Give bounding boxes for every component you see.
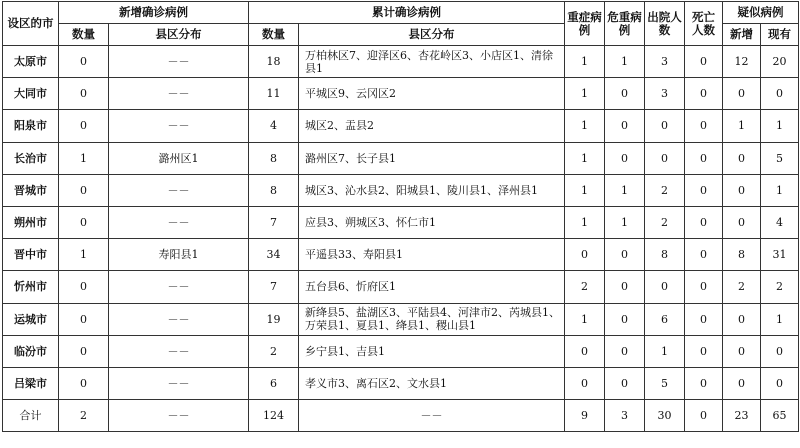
new-count-cell: 0	[59, 46, 109, 78]
table-row	[3, 271, 799, 303]
cum-dist-cell: 乡宁县1、吉县1	[299, 335, 565, 367]
suspected-new-cell: 0	[723, 142, 761, 174]
table-row	[3, 206, 799, 238]
table-row	[3, 142, 799, 174]
header-new-count: 数量	[59, 24, 109, 46]
table-row	[3, 239, 799, 271]
cum-dist-cell: 平遥县33、寿阳县1	[299, 239, 565, 271]
discharged-cell: 0	[645, 110, 685, 142]
cum-count-cell: 7	[249, 271, 299, 303]
severe-cell: 1	[565, 206, 605, 238]
severe-cell: 9	[565, 400, 605, 432]
cum-dist-cell: 城区2、盂县2	[299, 110, 565, 142]
table-row	[3, 335, 799, 367]
critical-cell: 1	[605, 206, 645, 238]
new-dist-cell: －－	[109, 335, 249, 367]
suspected-existing-cell: 65	[761, 400, 799, 432]
header-cum-count: 数量	[249, 24, 299, 46]
new-count-cell: 1	[59, 239, 109, 271]
cum-count-cell: 19	[249, 303, 299, 335]
critical-cell: 1	[605, 174, 645, 206]
discharged-cell: 30	[645, 400, 685, 432]
cum-dist-cell: 孝义市3、离石区2、文水县1	[299, 367, 565, 399]
cum-count-cell: 4	[249, 110, 299, 142]
new-dist-cell: －－	[109, 78, 249, 110]
critical-cell: 3	[605, 400, 645, 432]
death-cell: 0	[685, 271, 723, 303]
cum-count-cell: 6	[249, 367, 299, 399]
critical-cell: 0	[605, 367, 645, 399]
table-row	[3, 46, 799, 78]
death-cell: 0	[685, 239, 723, 271]
severe-cell: 0	[565, 335, 605, 367]
severe-cell: 2	[565, 271, 605, 303]
new-count-cell: 0	[59, 78, 109, 110]
new-count-cell: 0	[59, 110, 109, 142]
death-cell: 0	[685, 303, 723, 335]
severe-cell: 1	[565, 46, 605, 78]
death-cell: 0	[685, 400, 723, 432]
city-cell: 阳泉市	[3, 110, 59, 142]
new-dist-cell: －－	[109, 303, 249, 335]
discharged-cell: 0	[645, 142, 685, 174]
cum-count-cell: 34	[249, 239, 299, 271]
new-count-cell: 0	[59, 206, 109, 238]
suspected-existing-cell: 1	[761, 174, 799, 206]
header-severe: 重症病例	[565, 2, 605, 46]
header-discharged: 出院人数	[645, 2, 685, 46]
cum-dist-cell: 潞州区7、长子县1	[299, 142, 565, 174]
discharged-cell: 3	[645, 78, 685, 110]
cum-count-cell: 124	[249, 400, 299, 432]
suspected-new-cell: 0	[723, 303, 761, 335]
severe-cell: 1	[565, 110, 605, 142]
new-count-cell: 0	[59, 367, 109, 399]
new-dist-cell: －－	[109, 46, 249, 78]
suspected-existing-cell: 2	[761, 271, 799, 303]
critical-cell: 1	[605, 46, 645, 78]
suspected-new-cell: 23	[723, 400, 761, 432]
suspected-existing-cell: 5	[761, 142, 799, 174]
table-row	[3, 78, 799, 110]
cum-dist-cell: 五台县6、忻府区1	[299, 271, 565, 303]
cum-dist-cell: 平城区9、云冈区2	[299, 78, 565, 110]
city-cell: 吕梁市	[3, 367, 59, 399]
critical-cell: 0	[605, 78, 645, 110]
city-cell: 太原市	[3, 46, 59, 78]
suspected-existing-cell: 31	[761, 239, 799, 271]
case-table	[2, 1, 799, 432]
death-cell: 0	[685, 174, 723, 206]
city-cell: 晋中市	[3, 239, 59, 271]
new-dist-cell: －－	[109, 367, 249, 399]
cum-dist-cell: 应县3、朔城区3、怀仁市1	[299, 206, 565, 238]
suspected-new-cell: 0	[723, 206, 761, 238]
severe-cell: 0	[565, 239, 605, 271]
cum-dist-cell: 新绛县5、盐湖区3、平陆县4、河津市2、芮城县1、万荣县1、夏县1、绛县1、稷山县1	[299, 303, 565, 335]
cum-count-cell: 11	[249, 78, 299, 110]
discharged-cell: 3	[645, 46, 685, 78]
header-death: 死亡人数	[685, 2, 723, 46]
city-cell: 大同市	[3, 78, 59, 110]
suspected-existing-cell: 0	[761, 367, 799, 399]
header-new-dist: 县区分布	[109, 24, 249, 46]
table-row	[3, 400, 799, 432]
city-cell: 忻州市	[3, 271, 59, 303]
header-city: 设区的市	[3, 2, 59, 46]
new-count-cell: 0	[59, 335, 109, 367]
new-dist-cell: －－	[109, 110, 249, 142]
suspected-new-cell: 2	[723, 271, 761, 303]
header-suspected-existing: 现有	[761, 24, 799, 46]
death-cell: 0	[685, 46, 723, 78]
severe-cell: 1	[565, 303, 605, 335]
death-cell: 0	[685, 142, 723, 174]
death-cell: 0	[685, 78, 723, 110]
table-row	[3, 110, 799, 142]
header-suspected-group: 疑似病例	[723, 2, 799, 24]
discharged-cell: 2	[645, 174, 685, 206]
suspected-new-cell: 0	[723, 78, 761, 110]
city-cell: 运城市	[3, 303, 59, 335]
city-cell: 长治市	[3, 142, 59, 174]
suspected-existing-cell: 4	[761, 206, 799, 238]
suspected-existing-cell: 1	[761, 110, 799, 142]
suspected-new-cell: 0	[723, 174, 761, 206]
critical-cell: 0	[605, 271, 645, 303]
header-critical: 危重病例	[605, 2, 645, 46]
new-count-cell: 0	[59, 174, 109, 206]
suspected-existing-cell: 0	[761, 335, 799, 367]
table-body	[3, 46, 799, 432]
suspected-new-cell: 8	[723, 239, 761, 271]
discharged-cell: 5	[645, 367, 685, 399]
cum-count-cell: 8	[249, 174, 299, 206]
new-dist-cell: 寿阳县1	[109, 239, 249, 271]
cum-count-cell: 8	[249, 142, 299, 174]
discharged-cell: 8	[645, 239, 685, 271]
cum-count-cell: 7	[249, 206, 299, 238]
suspected-new-cell: 0	[723, 335, 761, 367]
cum-count-cell: 18	[249, 46, 299, 78]
new-dist-cell: 潞州区1	[109, 142, 249, 174]
city-cell: 临汾市	[3, 335, 59, 367]
critical-cell: 0	[605, 110, 645, 142]
new-dist-cell: －－	[109, 174, 249, 206]
table-row	[3, 303, 799, 335]
suspected-new-cell: 0	[723, 367, 761, 399]
critical-cell: 0	[605, 142, 645, 174]
severe-cell: 1	[565, 174, 605, 206]
table-row	[3, 174, 799, 206]
severe-cell: 1	[565, 78, 605, 110]
new-count-cell: 0	[59, 303, 109, 335]
critical-cell: 0	[605, 303, 645, 335]
death-cell: 0	[685, 110, 723, 142]
city-cell: 晋城市	[3, 174, 59, 206]
header-suspected-new: 新增	[723, 24, 761, 46]
table-row	[3, 367, 799, 399]
cum-dist-cell: 万柏林区7、迎泽区6、杏花岭区3、小店区1、清徐县1	[299, 46, 565, 78]
new-count-cell: 0	[59, 271, 109, 303]
death-cell: 0	[685, 367, 723, 399]
cum-dist-cell: 城区3、沁水县2、阳城县1、陵川县1、泽州县1	[299, 174, 565, 206]
city-cell: 朔州市	[3, 206, 59, 238]
new-dist-cell: －－	[109, 400, 249, 432]
header-cum-dist: 县区分布	[299, 24, 565, 46]
critical-cell: 0	[605, 239, 645, 271]
suspected-new-cell: 12	[723, 46, 761, 78]
discharged-cell: 6	[645, 303, 685, 335]
death-cell: 0	[685, 335, 723, 367]
death-cell: 0	[685, 206, 723, 238]
discharged-cell: 2	[645, 206, 685, 238]
severe-cell: 1	[565, 142, 605, 174]
header-new-group: 新增确诊病例	[59, 2, 249, 24]
discharged-cell: 0	[645, 271, 685, 303]
new-count-cell: 1	[59, 142, 109, 174]
city-cell: 合计	[3, 400, 59, 432]
suspected-existing-cell: 20	[761, 46, 799, 78]
suspected-existing-cell: 0	[761, 78, 799, 110]
discharged-cell: 1	[645, 335, 685, 367]
header-cumulative-group: 累计确诊病例	[249, 2, 565, 24]
new-dist-cell: －－	[109, 206, 249, 238]
cum-count-cell: 2	[249, 335, 299, 367]
severe-cell: 0	[565, 367, 605, 399]
critical-cell: 0	[605, 335, 645, 367]
new-dist-cell: －－	[109, 271, 249, 303]
suspected-new-cell: 1	[723, 110, 761, 142]
cum-dist-cell: －－	[299, 400, 565, 432]
suspected-existing-cell: 1	[761, 303, 799, 335]
new-count-cell: 2	[59, 400, 109, 432]
